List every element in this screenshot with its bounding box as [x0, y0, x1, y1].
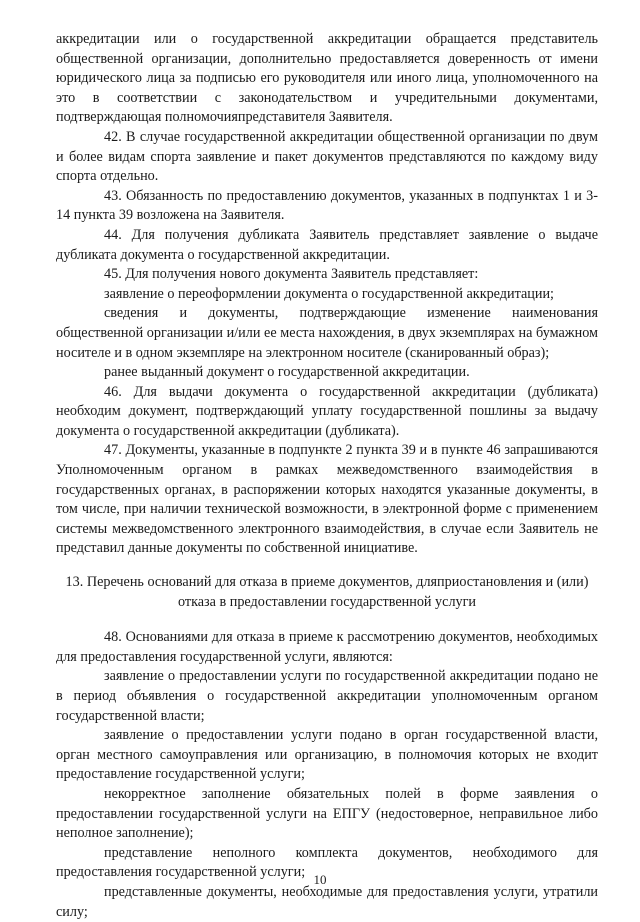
paragraph-42: 42. В случае государственной аккредитации общественной организации по двум и более видам спорта заявление и пакет документов представляются по каждому виду спорта отдельно. [56, 128, 598, 185]
list-item-45-2: сведения и документы, подтверждающие изменение наименования общественной организации и/или ее места нахождения, в двух экземплярах на бумажном носителе и в одном экземпляре на электронном носителе (сканированный образ); [56, 305, 598, 361]
paragraph-45: 45. Для получения нового документа Заявитель представляет: [104, 266, 479, 283]
paragraph-43: 43. Обязанность по предоставлению документов, указанных в подпунктах 1 и 3-14 пункта 39 возложена на Заявителя. [56, 187, 598, 224]
paragraph-44: 44. Для получения дубликата Заявитель представляет заявление о выдаче дубликата документа о государственной аккредитации. [56, 226, 598, 263]
list-item-45-3: ранее выданный документ о государственной аккредитации. [104, 364, 470, 381]
document-page [56, 30, 598, 922]
list-item-48-3: некорректное заполнение обязательных полей в форме заявления о предоставлении государственной услуги на ЕПГУ (недостоверное, неправильное либо неполное заполнение); [56, 785, 598, 842]
list-item-48-4: представление неполного комплекта документов, необходимого для предоставления государственной услуги; [56, 844, 598, 881]
paragraph-46: 46. Для выдачи документа о государственной аккредитации (дубликата) необходим документ, подтверждающий уплату государственной пошлины за выдачу документа о государственной аккредитации (дубликата). [56, 383, 598, 439]
list-item-48-1: заявление о предоставлении услуги по государственной аккредитации подано не в период объявления о государственной аккредитации уполномоченным органом государственной власти; [56, 668, 598, 724]
list-item-48-5: представленные документы, необходимые для предоставления услуги, утратили силу; [56, 883, 598, 920]
paragraph-continuation: аккредитации или о государственной аккредитации обращается представитель общественной организации, дополнительно предоставляется доверенность от имени юридического лица за подписью его руководителя или иного лица, уполномоченного на это в соответствии с законодательством и учредительными документами, подтверждающая полномочияпредставителя Заявителя. [56, 31, 598, 126]
page-number: 10 [313, 872, 327, 887]
list-item-45-1: заявление о переоформлении документа о государственной аккредитации; [104, 285, 554, 302]
paragraph-48: 48. Основаниями для отказа в приеме к рассмотрению документов, необходимых для предоставления государственной услуги, являются: [56, 629, 598, 665]
list-item-48-2: заявление о предоставлении услуги подано в орган государственной власти, орган местного самоуправления или организацию, в полномочия которых не входит предоставление государственной услуги; [56, 727, 598, 783]
paragraph-47: 47. Документы, указанные в подпункте 2 пункта 39 и в пункте 46 запрашиваются Уполномоченным органом в рамках межведомственного взаимодействия в государственных органах, в распоряжении которых находятся указанные документы, в том числе, при наличии технической возможности, в электронной форме с применением системы межведомственного электронного взаимодействия, в случае если Заявитель не представил данные документы по собственной инициативе. [56, 442, 598, 557]
section-heading: 13. Перечень оснований для отказа в приеме документов, дляприостановления и (или) отказа в предоставлении государственной услуги [65, 574, 589, 610]
